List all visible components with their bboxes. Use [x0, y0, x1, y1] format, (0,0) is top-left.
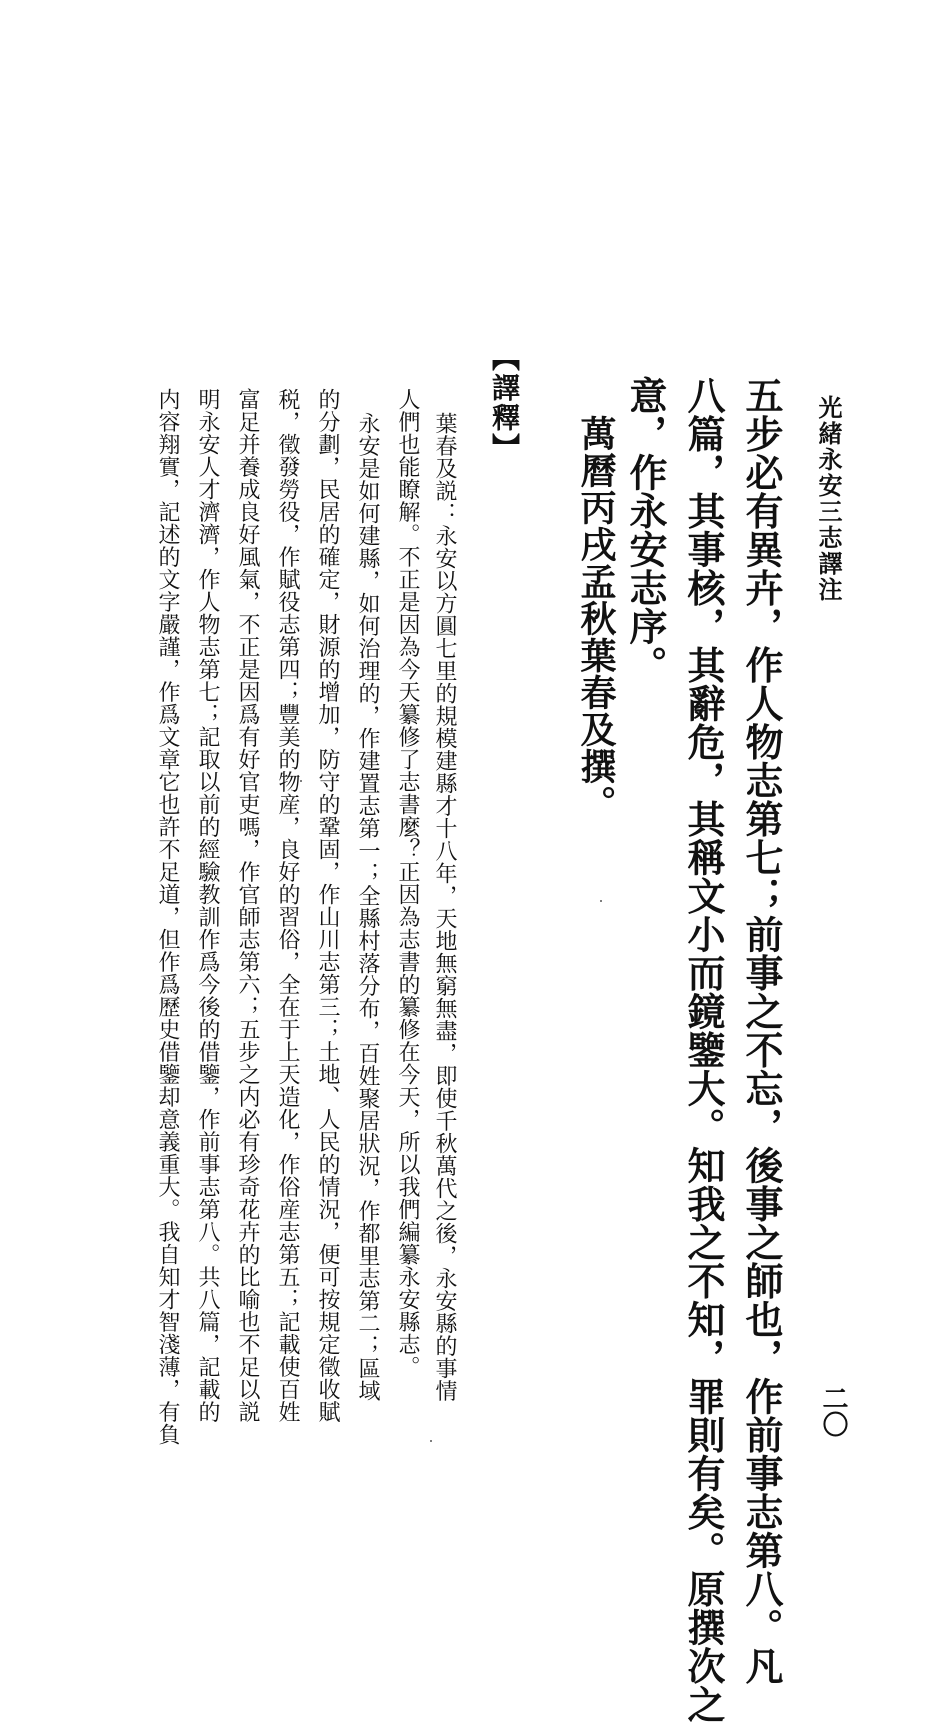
original-text-line-3: 意，作永安志序。: [623, 376, 668, 684]
translation-line-7: 明永安人才濟濟，作人物志第七；記取以前的經驗教訓作爲今後的借鑒，作前事志第八。共八篇，記載的: [195, 388, 220, 1423]
translation-heading: 【譯釋】: [488, 343, 521, 463]
scan-speck: [300, 780, 302, 782]
running-header-title: 光緒永安三志譯注: [814, 395, 843, 603]
translation-line-2: 人們也能瞭解。不正是因為今天纂修了志書麼？正因為志書的纂修在今天，所以我們編纂永安縣志。: [395, 388, 420, 1378]
original-text-line-2: 八篇，其事核，其辭危，其稱文小而鏡鑒大。知我之不知，罪則有矣。原撰次之: [681, 376, 726, 1724]
translation-line-3: 永安是如何建縣，如何治理的，作建置志第一；全縣村落分布，百姓聚居狀況，作都里志第二；區域: [355, 412, 380, 1402]
scan-speck: [430, 1440, 432, 1442]
translation-line-8: 内容翔實，記述的文字嚴謹，作爲文章它也許不足道，但作爲歷史借鑒却意義重大。我自知才智淺薄，有負: [155, 388, 180, 1446]
translation-line-1: 葉春及説：永安以方圓七里的規模建縣才十八年，天地無窮無盡，即使千秋萬代之後，永安縣的事情: [432, 412, 457, 1402]
translation-line-6: 富足并養成良好風氣，不正是因爲有好官吏嗎，作官師志第六；五步之内必有珍奇花卉的比喻也不足以説: [235, 388, 260, 1423]
scan-speck: [600, 900, 602, 902]
translation-line-4: 的分劃，民居的確定，財源的增加，防守的鞏固，作山川志第三；土地、人民的情況，便可按規定徵收賦: [315, 388, 340, 1423]
author-signature: 萬曆丙戌孟秋葉春及撰。: [575, 415, 617, 822]
page-number: 二〇: [818, 1385, 848, 1437]
translation-line-5: 税，徵發勞役，作賦役志第四；豐美的物産，良好的習俗，全在于上天造化，作俗産志第五；記載使百姓: [275, 388, 300, 1423]
original-text-line-1: 五步必有異卉，作人物志第七；前事之不忘，後事之師也，作前事志第八。凡: [739, 376, 784, 1685]
